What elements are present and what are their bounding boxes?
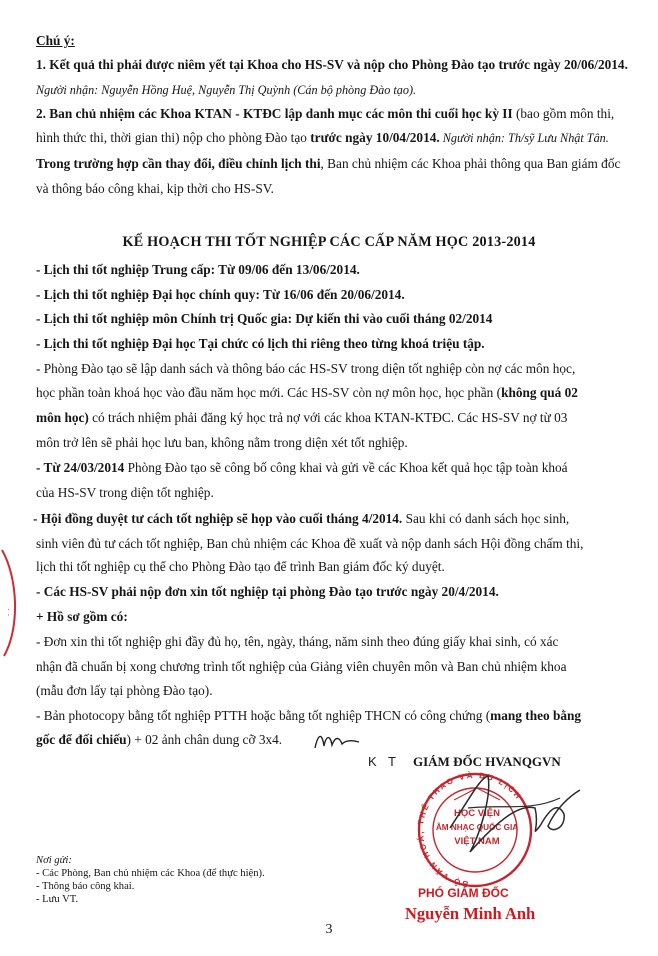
note-item-2-deadline: trước ngày 10/04/2014.: [310, 130, 440, 145]
seal-line-1: HỌC VIỆN: [454, 808, 500, 819]
plan-item-11-bold-cont: gốc để đối chiếu: [36, 732, 127, 747]
handwritten-signature: [440, 768, 590, 868]
note-item-2-line-1: [36, 106, 614, 122]
plan-item-5-rest: có trách nhiệm phải đăng ký học trả nợ với các khoa KTAN-KTĐC. Các HS-SV nợ từ 03: [88, 410, 568, 425]
plan-item-7-line-3: lịch thi tốt nghiệp cụ thể cho Phòng Đào tạo để trình Ban giám đốc ký duyệt.: [36, 559, 445, 574]
plan-item-6-line-2: của HS-SV trong diện tốt nghiệp.: [36, 485, 214, 500]
plan-item-7-lead: - Hội đồng duyệt tư cách tốt nghiệp sẽ họp vào cuối tháng 4/2014.: [33, 511, 403, 526]
plan-item-10-line-3: (mẫu đơn lấy tại phòng Đào tạo).: [36, 683, 213, 698]
plan-item-5-text: học phần toàn khoá học vào đầu năm học mới. Các HS-SV còn nợ môn học, học phần (: [36, 385, 502, 400]
plan-item-5-line-2: [36, 385, 578, 401]
plan-item-6-rest: Phòng Đào tạo sẽ công bố công khai và gửi về các Khoa kết quả học tập toàn khoá: [124, 460, 568, 475]
note-item-2-lead: 2. Ban chủ nhiệm các Khoa KTAN - KTĐC lập danh mục các môn thi cuối học kỳ II: [36, 106, 513, 121]
plan-item-5-line-4: môn trở lên sẽ phải học lưu ban, không nằm trong diện xét tốt nghiệp.: [36, 435, 408, 450]
plan-item-11-line-2: [36, 732, 282, 748]
initial-scribble: [312, 728, 362, 754]
note-item-2-line-4: và thông báo công khai, kịp thời cho HS-SV.: [36, 181, 274, 196]
plan-item-11-line-1: [36, 708, 581, 724]
recipient-1: - Các Phòng, Ban chủ nhiệm các Khoa (để thực hiện).: [36, 868, 265, 879]
plan-item-7-line-1: [33, 511, 569, 527]
plan-item-10-line-2: nhận đã chuẩn bị xong chương trình tốt nghiệp của Giảng viên chuyên môn và Ban chủ nhiệm khoa: [36, 659, 567, 674]
note-item-2-text: hình thức thi, thời gian thi) nộp cho phòng Đào tạo: [36, 130, 311, 145]
recipients-heading: Nơi gửi:: [36, 855, 72, 866]
plan-item-2: - Lịch thi tốt nghiệp Đại học chính quy: Từ 16/06 đến 20/06/2014.: [36, 287, 405, 302]
margin-stamp-fragment: [0, 548, 24, 658]
plan-item-6-line-1: [36, 460, 568, 476]
note-heading: Chú ý:: [36, 33, 75, 48]
note-item-2-change-rest: , Ban chủ nhiệm các Khoa phải thông qua Ban giám đốc: [320, 156, 621, 171]
plan-item-7-rest: Sau khi có danh sách học sinh,: [402, 511, 570, 526]
plan-item-1: - Lịch thi tốt nghiệp Trung cấp: Từ 09/06 đến 13/06/2014.: [36, 262, 360, 277]
note-item-2-recipient: Người nhận: Th/sỹ Lưu Nhật Tân.: [439, 131, 609, 145]
plan-item-8: - Các HS-SV phải nộp đơn xin tốt nghiệp tại phòng Đào tạo trước ngày 20/4/2014.: [36, 584, 499, 599]
seal-line-3: VIỆT NAM: [454, 836, 500, 847]
recipient-2: - Thông báo công khai.: [36, 881, 135, 892]
plan-item-4: - Lịch thi tốt nghiệp Đại học Tại chức có lịch thi riêng theo từng khoá triệu tập.: [36, 336, 485, 351]
signature-role: GIÁM ĐỐC HVANQGVN: [413, 754, 561, 769]
signature-deputy: PHÓ GIÁM ĐỐC: [418, 886, 509, 900]
seal-ring-text: BỘ VĂN HOÁ, THỂ THAO VÀ DU LỊCH: [416, 770, 524, 889]
plan-item-11-rest: ) + 02 ảnh chân dung cỡ 3x4.: [126, 732, 283, 747]
note-item-2-change: Trong trường hợp cần thay đổi, điều chỉnh lịch thi: [36, 156, 321, 171]
recipient-3: - Lưu VT.: [36, 894, 79, 905]
plan-item-5-line-3: [36, 410, 567, 426]
page-number: 3: [325, 922, 333, 937]
plan-item-5-line-1: - Phòng Đào tạo sẽ lập danh sách và thông báo các HS-SV trong diện tốt nghiệp còn nợ các môn học,: [36, 361, 576, 376]
plan-item-5-limit: không quá 02: [501, 385, 578, 400]
plan-item-6-date: - Từ 24/03/2014: [36, 460, 125, 475]
seal-line-2: ÂM NHẠC QUỐC GIA: [435, 823, 519, 832]
plan-title: KẾ HOẠCH THI TỐT NGHIỆP CÁC CẤP NĂM HỌC 2013-2014: [122, 234, 536, 250]
signature-kt: K T: [368, 754, 400, 769]
note-item-1: 1. Kết quả thi phải được niêm yết tại Khoa cho HS-SV và nộp cho Phòng Đào tạo trước ngày 20/06/2014.: [36, 57, 628, 72]
note-item-1-recipient: Người nhận: Nguyễn Hồng Huệ, Nguyễn Thị Quỳnh (Cán bộ phòng Đào tạo).: [36, 83, 417, 97]
plan-item-11-bold: mang theo bằng: [490, 708, 582, 723]
svg-text:· ·: · ·: [4, 608, 14, 617]
signature-name: Nguyễn Minh Anh: [405, 904, 536, 923]
plan-item-5-limit-cont: môn học): [36, 410, 89, 425]
note-item-2-line-3: [36, 156, 620, 172]
plan-item-11-text: - Bản photocopy bằng tốt nghiệp PTTH hoặc bằng tốt nghiệp THCN có công chứng (: [36, 708, 491, 723]
note-item-2-rest: (bao gồm môn thi,: [512, 106, 615, 121]
plan-item-3: - Lịch thi tốt nghiệp môn Chính trị Quốc gia: Dự kiến thi vào cuối tháng 02/2014: [36, 311, 493, 326]
plan-item-10-line-1: - Đơn xin thi tốt nghiệp ghi đầy đủ họ, tên, ngày, tháng, năm sinh theo đúng giấy khai sinh, có xác: [36, 634, 559, 649]
note-item-2-line-2: [36, 130, 609, 146]
plan-item-9: + Hồ sơ gồm có:: [36, 609, 128, 624]
plan-item-7-line-2: sinh viên đủ tư cách tốt nghiệp, Ban chủ nhiệm các Khoa đề xuất và nộp danh sách Hội đồng chấm thi,: [36, 536, 584, 551]
